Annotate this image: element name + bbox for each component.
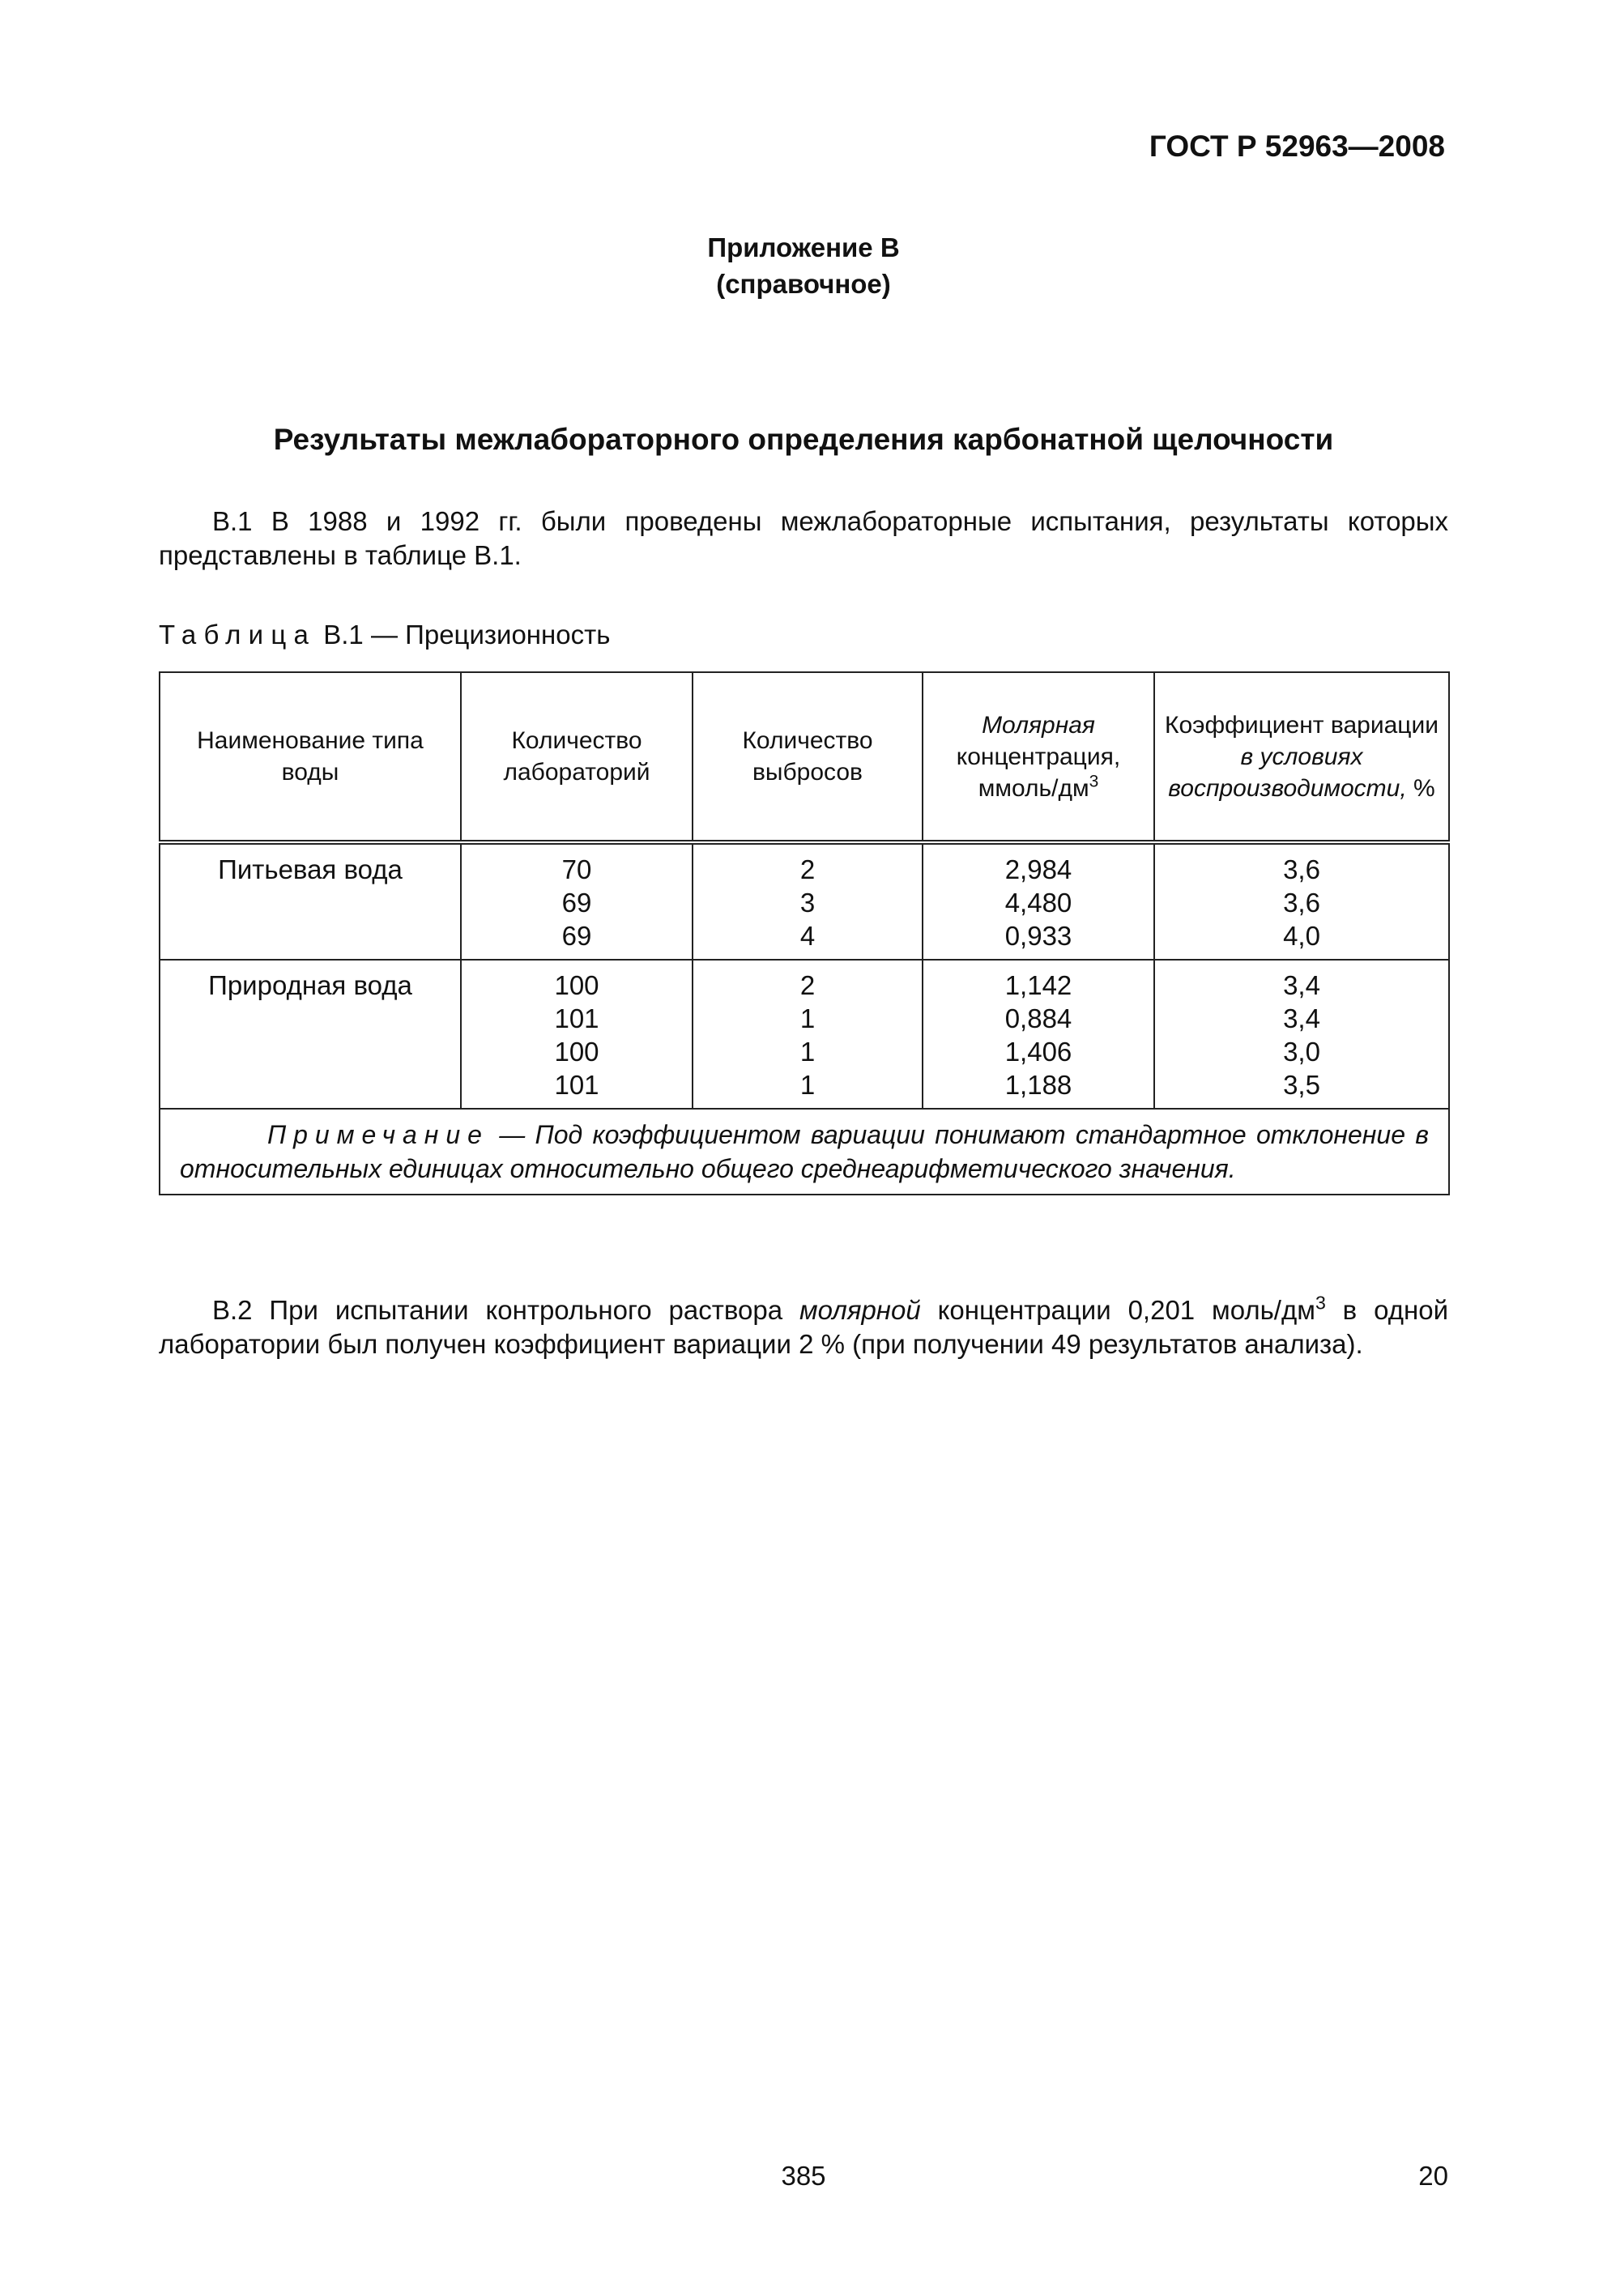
cell-lab-count [461,960,693,1109]
paragraph-b2-middle: концентрации 0,201 моль/дм [920,1295,1315,1325]
cell-value: 4,480 [1004,888,1072,918]
table-row-group [160,842,1449,960]
table-note-row [160,1109,1449,1195]
cell-value: 1 [799,1070,816,1100]
header-water-type: Наименование типа воды [160,672,461,842]
header-cv-pre: Коэффициент вариации [1165,711,1439,739]
cell-variation-coefficient [1154,842,1449,960]
cell-value: 3,4 [1283,970,1320,1000]
note-label: Примечание [267,1120,489,1149]
cell-value: 3,4 [1283,1003,1320,1033]
cell-value: 3,6 [1283,888,1320,918]
cell-value: 3,0 [1283,1037,1320,1067]
paragraph-b1: В.1 В 1988 и 1992 гг. были проведены межлабораторные испытания, результаты которых представлены в таблице В.1. [159,506,1448,570]
cell-lab-count [461,842,693,960]
section-title: Результаты межлабораторного определения карбонатной щелочности [273,423,1334,456]
document-code: ГОСТ Р 52963—2008 [1149,130,1445,163]
page-number: 385 [781,2161,826,2191]
header-molar-concentration [923,672,1154,842]
table-row-group [160,960,1449,1109]
paragraph-b2 [159,1293,1448,1361]
cell-value: 101 [554,1070,599,1100]
cell-value: 69 [561,888,592,918]
cell-value: 1,188 [1004,1070,1072,1100]
header-cv-unit: % [1413,774,1435,802]
cell-value: 100 [554,970,599,1000]
cell-value: 0,933 [1004,921,1072,951]
cell-concentration [923,842,1154,960]
header-molar-sup: 3 [1089,771,1099,790]
cell-value: 2 [799,970,816,1000]
cell-value: 1,406 [1004,1037,1072,1067]
paragraph-b2-start: В.2 При испытании контрольного раствора [212,1295,799,1325]
cell-value: 69 [561,921,592,951]
cell-value: 4,0 [1283,921,1320,951]
cell-value: 2 [799,854,816,884]
paragraph-b2-sup: 3 [1315,1292,1326,1314]
cell-outlier-count [693,842,923,960]
cell-water-type: Природная вода [160,960,461,1109]
appendix-title: Приложение В [707,232,900,262]
cell-value: 1 [799,1003,816,1033]
table-header-row [160,672,1449,842]
cell-outlier-count [693,960,923,1109]
paragraph-b2-end: в одной лаборатории был получен коэффициент вариации 2 % (при получении 49 результатов анализа). [159,1295,1449,1359]
cell-concentration [923,960,1154,1109]
cell-value: 4 [799,921,816,951]
note-text: — Под коэффициентом вариации понимают стандартное отклонение в относительных единицах относительно общего среднеарифметического значения. [180,1120,1429,1183]
cell-value: 1,142 [1004,970,1072,1000]
cell-value: 1 [799,1037,816,1067]
table-caption-text: В.1 — Прецизионность [316,620,611,650]
paragraph-b2-italic: молярной [799,1295,921,1325]
cell-value: 3,6 [1283,854,1320,884]
header-outlier-count: Количество выбросов [693,672,923,842]
header-molar-italic: Молярная [982,711,1095,739]
cell-value: 3 [799,888,816,918]
table-note [160,1109,1449,1195]
table-caption [159,620,610,650]
cell-value: 70 [561,854,592,884]
header-variation-coefficient [1154,672,1449,842]
precision-table [159,671,1450,1195]
table-caption-label: Таблица [159,620,317,650]
cell-value: 100 [554,1037,599,1067]
header-cv-italic: в условиях воспроизводимости, [1168,743,1407,802]
cell-value: 101 [554,1003,599,1033]
appendix-heading [0,229,1607,302]
cell-variation-coefficient [1154,960,1449,1109]
cell-water-type: Питьевая вода [160,842,461,960]
sheet-number: 20 [1418,2161,1448,2191]
header-molar-rest: концентрация, ммоль/дм [956,743,1121,802]
cell-value: 3,5 [1283,1070,1320,1100]
cell-value: 0,884 [1004,1003,1072,1033]
header-lab-count: Количество лабораторий [461,672,693,842]
cell-value: 2,984 [1004,854,1072,884]
appendix-type: (справочное) [716,269,891,299]
